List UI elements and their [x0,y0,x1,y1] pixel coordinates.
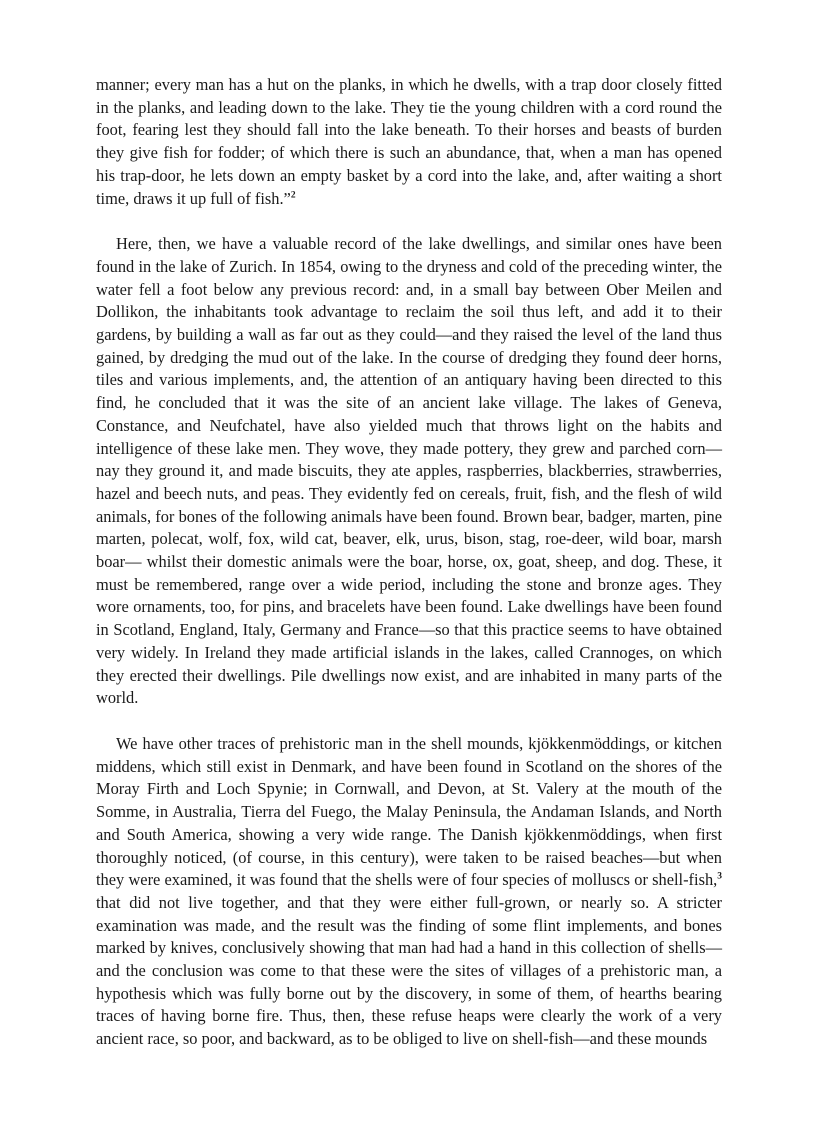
paragraph-continued [96,74,722,210]
paragraph-text: that did not live together, and that they were either full-grown, or nearly so. A stricter examination was made, and the result was the finding of some flint implements, and bones marked by knives, conclusively showing that man had had a hand in this collection of shells—and the conclusion was come to that these were the sites of villages of a prehistoric man, a hypothesis which was fully borne out by the discovery, in some of them, of hearths bearing traces of having borne fire. Thus, then, these refuse heaps were clearly the work of a very ancient race, so poor, and backward, as to be obliged to live on shell-fish—and these mounds [96,892,722,1049]
paragraph-gap [96,210,722,233]
paragraph-gap [96,710,722,733]
paragraph-text: We have other traces of prehistoric man in the shell mounds, kjökkenmöddings, or kitchen middens, which still exist in Denmark, and have been found in Scotland on the shores of the Moray Firth and Loch Spynie; in Cornwall, and Devon, at St. Valery at the mouth of the Somme, in Australia, Tierra del Fuego, the Malay Peninsula, the Andaman Islands, and North and South America, showing a very wide range. The Danish kjökkenmöddings, when first thoroughly noticed, (of course, in this century), were taken to be raised beaches—but when they were examined, it was found that the shells were of four species of molluscs or shell-fish, [96,733,722,890]
paragraph-shell-mounds [96,733,722,1051]
paragraph-text: manner; every man has a hut on the planks, in which he dwells, with a trap door closely fitted in the planks, and leading down to the lake. They tie the young children with a cord round the foot, fearing lest they should fall into the lake beneath. To their horses and beasts of burden they give fish for fodder; of which there is such an abundance, that, when a man has opened his trap-door, he lets down an empty basket by a cord into the lake, and, after waiting a short time, draws it up full of fish.” [96,75,722,208]
paragraph-lake-dwellings: Here, then, we have a valuable record of the lake dwellings, and similar ones have been found in the lake of Zurich. In 1854, owing to the dryness and cold of the preceding winter, the water fell a foot below any previous record: and, in a small bay between Ober Meilen and Dollikon, the inhabitants took advantage to reclaim the soil thus left, and add it to their gardens, by building a wall as far out as they could—and they raised the level of the land thus gained, by dredging the mud out of the lake. In the course of dredging they found deer horns, tiles and various implements, and, the attention of an antiquary having been directed to this find, he concluded that it was the site of an ancient lake village. The lakes of Geneva, Constance, and Neufchatel, have also yielded much that throws light on the habits and intelligence of these lake men. They wove, they made pottery, they grew and parched corn—nay they ground it, and made biscuits, they ate apples, raspberries, blackberries, strawberries, hazel and beech nuts, and peas. They evidently fed on cereals, fruit, fish, and the flesh of wild animals, for bones of the following animals have been found. Brown bear, badger, marten, pine marten, polecat, wolf, fox, wild cat, beaver, elk, urus, bison, stag, roe-deer, wild boar, marsh boar— whilst their domestic animals were the boar, horse, ox, goat, sheep, and dog. These, it must be remembered, range over a wide period, including the stone and bronze ages. They wore ornaments, too, for pins, and bracelets have been found. Lake dwellings have been found in Scotland, England, Italy, Germany and France—so that this practice seems to have obtained very widely. In Ireland they made artificial islands in the lakes, called Crannoges, on which they erected their dwellings. Pile dwellings now exist, and are inhabited in many parts of the world. [96,234,722,708]
footnote-marker[interactable]: 3 [717,871,722,882]
document-page [96,74,722,1051]
footnote-marker[interactable]: 2 [290,190,296,201]
